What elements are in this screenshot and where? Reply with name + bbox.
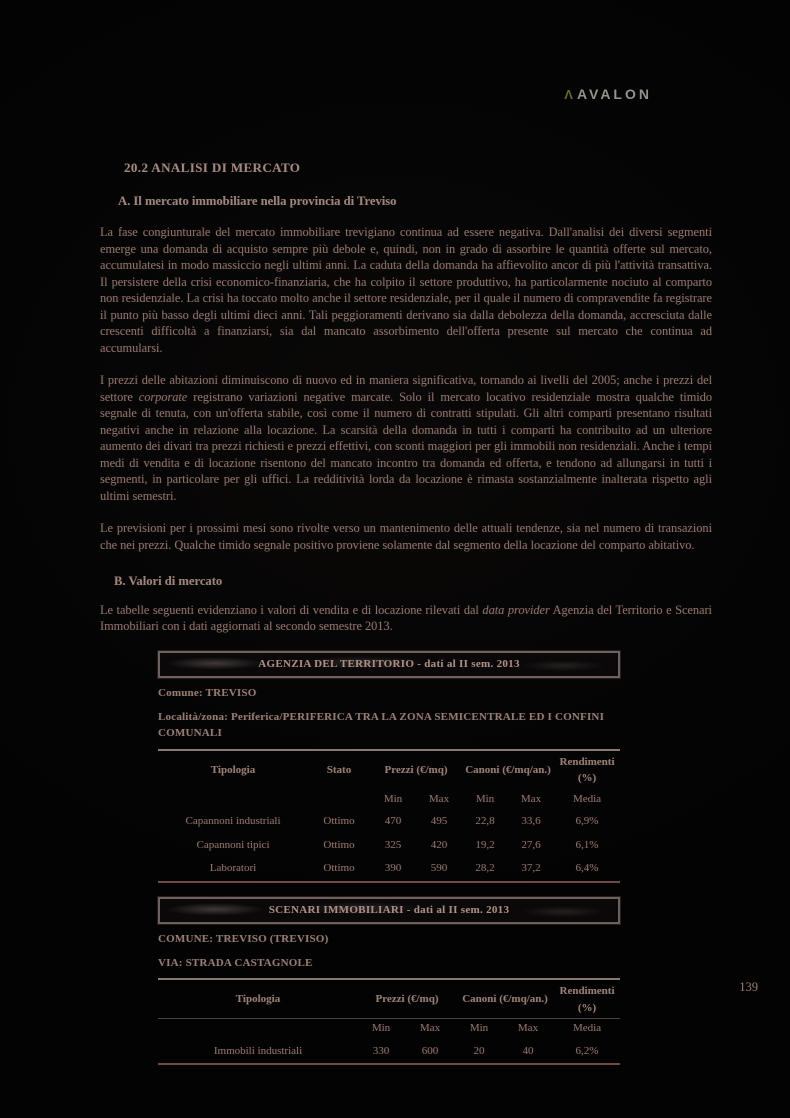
table2-via-label: VIA: STRADA CASTAGNOLE	[158, 956, 313, 969]
subcolumn-header: Media	[572, 1022, 602, 1034]
italic-text-segment: corporate	[138, 389, 188, 404]
table-cell: 40	[502, 1040, 554, 1065]
table-cell: 6,2%	[554, 1040, 620, 1065]
table-cell: 330	[358, 1040, 404, 1065]
table-subheader-row	[158, 789, 620, 810]
table-cell: 470	[384, 815, 402, 827]
table-cell: 37,2	[508, 857, 554, 882]
table-cell: 600	[404, 1040, 456, 1065]
table-cell: 20	[456, 1040, 502, 1065]
avalon-logo-text: AVALON	[576, 86, 652, 102]
agenzia-territorio-table	[158, 749, 620, 883]
scenari-immobiliari-block	[158, 897, 620, 1066]
section-b-body	[100, 602, 712, 635]
column-header: Rendimenti (%)	[554, 979, 620, 1019]
table-header-row	[158, 750, 620, 790]
table-cell: Ottimo	[323, 815, 355, 827]
paragraph	[100, 372, 712, 504]
table-cell: 495	[430, 815, 448, 827]
subcolumn-header	[158, 789, 308, 810]
italic-text-segment: data provider	[482, 602, 550, 617]
table-cell: Capannoni industriali	[185, 815, 281, 827]
paragraph	[100, 602, 712, 635]
section-a-body	[100, 224, 712, 553]
table-cell: 33,6	[521, 815, 541, 827]
text-segment: Agenzia del Territorio e Scenari Immobiliari con i dati aggiornati al secondo semestre 2013.	[100, 602, 712, 633]
subsection-b-title: B. Valori di mercato	[114, 574, 223, 588]
subcolumn-header: Min	[383, 792, 403, 805]
subcolumn-header: Max	[517, 1022, 539, 1034]
table-cell: Immobili industriali	[158, 1040, 358, 1065]
table-cell: 6,4%	[554, 857, 620, 882]
column-header: Tipologia	[158, 979, 358, 1019]
avalon-logo	[564, 86, 652, 102]
subsection-a-title: A. Il mercato immobiliare nella provincia di Treviso	[118, 193, 397, 208]
subcolumn-header: Min	[371, 1022, 391, 1034]
column-header: Rendimenti (%)	[554, 750, 620, 790]
page-number: 139	[739, 980, 758, 994]
table-row	[158, 834, 620, 858]
text-segment: Le tabelle seguenti evidenziano i valori di vendita e di locazione rilevati dal	[100, 602, 483, 617]
section-heading: 20.2 ANALISI DI MERCATO	[124, 160, 301, 175]
text-segment: I prezzi delle abitazioni diminuiscono di nuovo ed in maniera significativa, tornando ai livelli del 2005; anche i prezzi del settore	[100, 373, 712, 404]
table-row	[158, 810, 620, 834]
text-segment: La fase congiunturale del mercato immobiliare trevigiano continua ad essere negativa. Dall'analisi dei diversi segmenti emerge una domanda di acquisto sempre più debole e, quindi, non in grado di assorbire le quantità offerte sul mercato, accumulatesi in modo massiccio negli ultimi anni. La caduta della domanda ha affievolito ancor di più l'attività transattiva. Il persistere della crisi economico-finanziaria, che ha colpito il settore produttivo, ha particolarmente nociuto al comparto non residenziale. La crisi ha toccato molto anche il settore residenziale, per il quale il numero di compravendite fa registrare il punto più basso degli ultimi dieci anni. Tali peggioramenti derivano sia dalla debolezza della domanda, accresciuta dalle crescenti difficoltà a finanziarsi, sia dal mancato assorbimento dell'offerta presente sul mercato che continua ad accumularsi.	[100, 225, 712, 355]
table-cell: 6,9%	[575, 815, 599, 827]
table-cell: 325	[384, 838, 402, 851]
table-header-row	[158, 979, 620, 1019]
table-cell: 6,1%	[575, 838, 599, 851]
table2-comune-label: COMUNE: TREVISO (TREVISO)	[158, 933, 329, 945]
table-cell: Capannoni tipici	[196, 838, 270, 851]
table-cell: 590	[416, 857, 462, 882]
column-header: Stato	[308, 750, 370, 790]
table1-title-bar: AGENZIA DEL TERRITORIO - dati al II sem. 2013	[158, 651, 620, 679]
table-cell: 28,2	[462, 857, 508, 882]
table-cell: 390	[370, 857, 416, 882]
subcolumn-header: Media	[572, 792, 602, 805]
column-header: Canoni (€/mq/an.)	[462, 750, 554, 790]
table-cell: Ottimo	[323, 838, 355, 851]
document-content	[0, 160, 790, 1065]
column-header: Canoni (€/mq/an.)	[456, 979, 554, 1019]
subcolumn-header	[158, 1019, 358, 1040]
paragraph	[100, 224, 712, 356]
column-header: Tipologia	[158, 750, 308, 790]
column-header: Prezzi (€/mq)	[358, 979, 456, 1019]
agenzia-territorio-block	[158, 651, 620, 883]
subcolumn-header: Max	[419, 1022, 441, 1034]
subcolumn-header: Min	[475, 792, 495, 805]
table1-localita-label: Località/zona: Periferica/PERIFERICA TRA LA ZONA SEMICENTRALE ED I CONFINI COMUNALI	[158, 710, 605, 739]
scenari-immobiliari-table	[158, 978, 620, 1065]
table1-comune-label: Comune: TREVISO	[158, 687, 257, 699]
table-cell: 27,6	[521, 838, 541, 851]
table-row	[158, 857, 620, 882]
avalon-logo-mark-icon: Λ	[564, 86, 573, 102]
text-segment: registrano variazioni negative marcate. Solo il mercato locativo residenziale mostra qualche timido segnale di tenuta, con un'offerta stabile, così come il numero di contratti stipulati. Gli altri comparti presentano risultati negativi anche in relazione alla locazione. La scarsità della domanda in tutti i comparti ha contribuito ad un ulteriore aumento dei divari tra prezzi richiesti e prezzi effettivi, con sconti maggiori per gli immobili non residenziali. Anche i tempi medi di vendita e di locazione risentono del mancato incontro tra domanda ed offerta, e tendono ad allungarsi in tutti i segmenti, in particolare per gli uffici. La redditività lorda da locazione è rimasta sostanzialmente inalterata rispetto agli ultimi semestri.	[100, 389, 712, 503]
table-cell: Laboratori	[158, 857, 308, 882]
table-cell: Ottimo	[308, 857, 370, 882]
subcolumn-header: Max	[520, 792, 542, 805]
table2-title-bar: SCENARI IMMOBILIARI - dati al II sem. 2013	[158, 897, 620, 925]
subcolumn-header: Max	[428, 792, 450, 805]
table-cell: 22,8	[475, 815, 495, 827]
table-cell: 420	[430, 838, 448, 851]
text-segment: Le previsioni per i prossimi mesi sono rivolte verso un mantenimento delle attuali tendenze, sia nel numero di transazioni che nei prezzi. Qualche timido segnale positivo proviene solamente dal segmento della locazione del comparto abitativo.	[100, 521, 712, 552]
table-row	[158, 1040, 620, 1065]
column-header: Prezzi (€/mq)	[370, 750, 462, 790]
table-cell: 19,2	[475, 838, 495, 851]
subcolumn-header	[308, 789, 370, 810]
subcolumn-header: Min	[469, 1022, 489, 1034]
table-subheader-row	[158, 1019, 620, 1040]
paragraph	[100, 520, 712, 553]
